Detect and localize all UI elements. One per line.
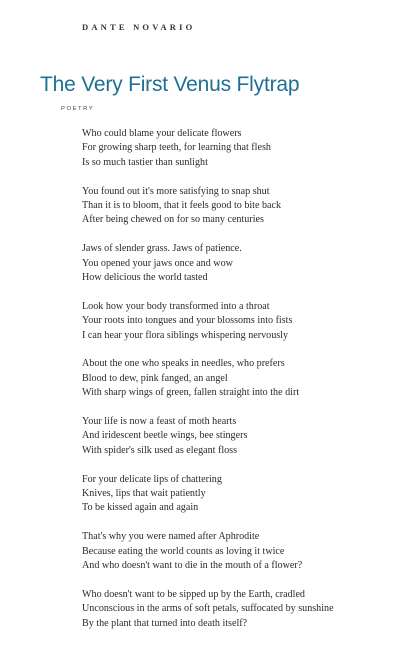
- poem-line: Unconscious in the arms of soft petals, suffocated by sunshine: [82, 603, 334, 615]
- genre-label: POETRY: [61, 106, 95, 112]
- stanza-5: [82, 357, 412, 400]
- poem-title: The Very First Venus Flytrap: [40, 73, 300, 96]
- poem-line: After being chewed on for so many centuries: [82, 214, 264, 226]
- poem-line: With sharp wings of green, fallen straight into the dirt: [82, 387, 300, 399]
- poem-line: And who doesn't want to die in the mouth of a flower?: [82, 560, 303, 572]
- poem-line: Jaws of slender grass. Jaws of patience.: [82, 243, 242, 255]
- poem-line: Blood to dew, pink fanged, an angel: [82, 372, 228, 384]
- stanza-9: [82, 588, 412, 631]
- poem-line: You opened your jaws once and wow: [82, 257, 233, 269]
- stanza-1: [82, 127, 412, 170]
- stanza-4: [82, 300, 412, 343]
- poem-line: Your life is now a feast of moth hearts: [82, 416, 237, 428]
- poem-line: And iridescent beetle wings, bee stingers: [82, 430, 248, 442]
- poem-line: Look how your body transformed into a throat: [82, 300, 270, 312]
- poem-line: With spider's silk used as elegant floss: [82, 444, 238, 456]
- stanza-6: [82, 415, 412, 458]
- poem-line: Who could blame your delicate flowers: [82, 128, 242, 139]
- poem-line: You found out it's more satisfying to snap shut: [82, 185, 270, 197]
- author-name: DANTE NOVARIO: [82, 22, 196, 32]
- poem-line: To be kissed again and again: [82, 502, 199, 514]
- poem-line: For growing sharp teeth, for learning that flesh: [82, 142, 271, 154]
- poem-line: For your delicate lips of chattering: [82, 473, 222, 485]
- poem-line: How delicious the world tasted: [82, 272, 208, 284]
- stanza-3: [82, 242, 412, 285]
- poem-line: Is so much tastier than sunlight: [82, 156, 208, 168]
- poem-line: Knives, lips that wait patiently: [82, 488, 206, 500]
- poem-line: By the plant that turned into death itself?: [82, 617, 248, 629]
- poem-body: [82, 127, 412, 645]
- stanza-7: [82, 473, 412, 516]
- poem-line: I can hear your flora siblings whispering nervously: [82, 329, 289, 341]
- poem-line: Than it is to bloom, that it feels good to bite back: [82, 200, 282, 212]
- poem-line: About the one who speaks in needles, who prefers: [82, 358, 285, 370]
- poem-line: Who doesn't want to be sipped up by the Earth, cradled: [82, 588, 305, 600]
- poem-line: That's why you were named after Aphrodite: [82, 531, 260, 543]
- poem-line: Because eating the world counts as loving it twice: [82, 545, 285, 557]
- stanza-8: [82, 530, 412, 573]
- poem-line: Your roots into tongues and your blossoms into fists: [82, 315, 293, 327]
- stanza-2: [82, 185, 412, 228]
